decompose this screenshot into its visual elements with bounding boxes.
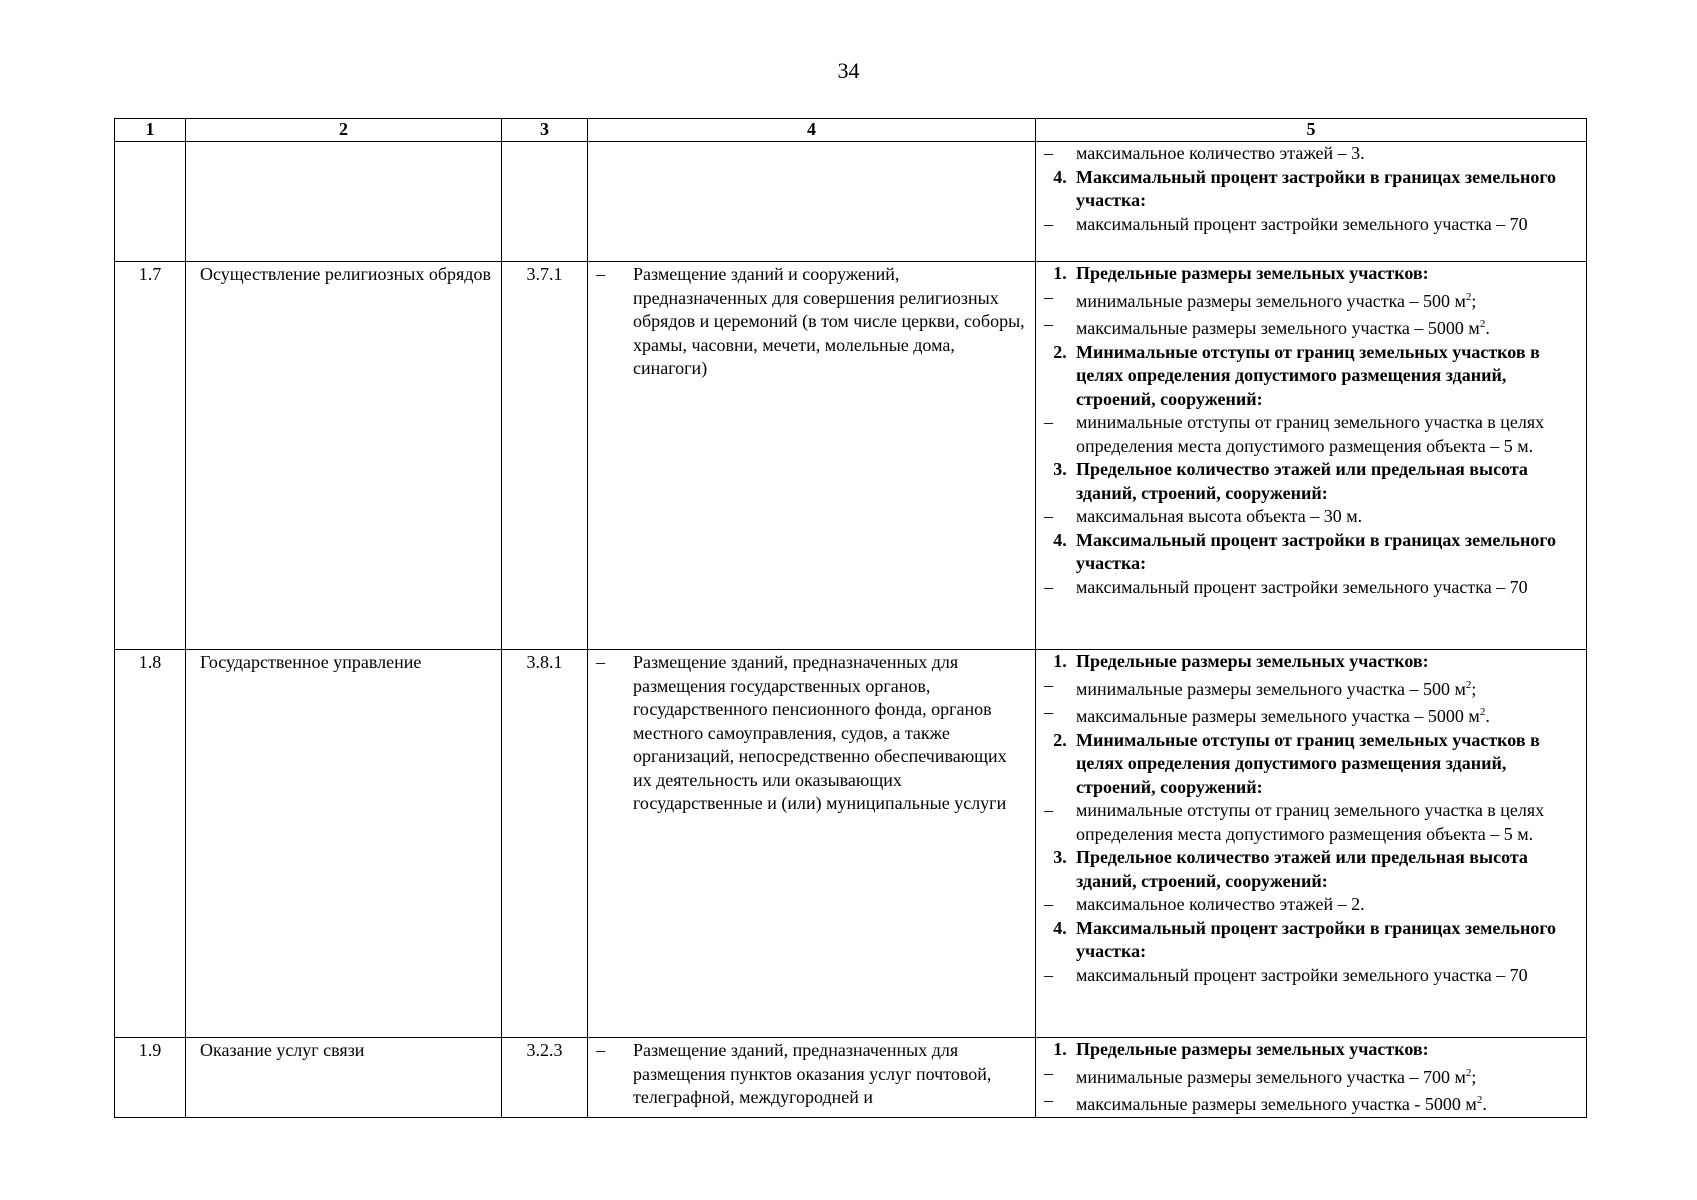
value-text: максимальные размеры земельного участка – 5000 м — [1076, 318, 1480, 338]
unit-superscript: 2 — [1476, 1094, 1483, 1106]
column-header: 4 — [588, 119, 1036, 142]
description-item — [596, 1039, 1027, 1110]
value-text: максимальный процент застройки земельного участка – 70 — [1076, 576, 1528, 597]
parameter-value — [1044, 213, 1578, 237]
value-text: максимальное количество этажей – 2. — [1076, 894, 1365, 914]
parameter-value — [1044, 576, 1578, 600]
parameter-value — [1044, 142, 1578, 166]
parameter-heading — [1044, 729, 1578, 800]
parameter-value-text — [1076, 142, 1578, 166]
value-text: максимальное количество этажей – 3. — [1076, 143, 1365, 163]
parameter-heading — [1044, 458, 1578, 505]
parameter-heading — [1044, 1038, 1578, 1062]
table-row — [115, 262, 1587, 650]
row-number: 1.7 — [115, 262, 186, 650]
parameter-heading-text: Максимальный процент застройки в границах земельного участка: — [1076, 917, 1557, 961]
value-text: минимальные размеры земельного участка – 500 м — [1076, 678, 1466, 699]
value-text: максимальные размеры земельного участка – 5000 м — [1076, 706, 1480, 726]
dash-marker: – — [1044, 143, 1053, 163]
parameter-value-text — [1076, 213, 1578, 237]
parameter-value — [1044, 674, 1578, 702]
use-description — [588, 262, 1036, 650]
parameters — [1036, 1038, 1587, 1118]
parameter-heading-text: Предельные размеры земельных участков: — [1076, 1039, 1429, 1059]
dash-marker: – — [1044, 1090, 1053, 1110]
parameter-heading — [1044, 917, 1578, 964]
parameter-value-text — [1076, 411, 1578, 458]
parameter-number: 3. — [1053, 847, 1067, 867]
use-code: 3.2.3 — [502, 1038, 588, 1118]
use-name: Государственное управление — [186, 650, 502, 1038]
table-row — [115, 142, 1587, 262]
value-text: минимальные размеры земельного участка – 700 м — [1076, 1066, 1466, 1087]
parameter-heading-text: Предельное количество этажей или предельная высота зданий, строений, сооружений: — [1076, 459, 1528, 503]
parameter-number: 3. — [1053, 459, 1067, 479]
dash-marker: – — [596, 652, 605, 672]
parameter-heading — [1044, 846, 1578, 893]
use-name: Оказание услуг связи — [186, 1038, 502, 1118]
value-text: минимальные отступы от границ земельного участка в целях определения места допустимого размещения объекта – 5 м. — [1076, 800, 1545, 844]
dash-marker: – — [1044, 1062, 1053, 1083]
value-punctuation: . — [1482, 1094, 1487, 1114]
parameter-heading — [1044, 166, 1578, 213]
dash-marker: – — [1044, 213, 1053, 234]
parameter-number: 1. — [1053, 263, 1067, 283]
dash-marker: – — [1044, 894, 1053, 914]
parameter-value-text — [1076, 1089, 1578, 1117]
use-description — [588, 650, 1036, 1038]
parameter-value — [1044, 313, 1578, 341]
parameter-number: 2. — [1053, 341, 1067, 362]
use-name: Осуществление религиозных обрядов — [186, 262, 502, 650]
parameter-heading — [1044, 341, 1578, 412]
parameter-number: 1. — [1053, 651, 1067, 671]
parameter-value — [1044, 411, 1578, 458]
unit-superscript: 2 — [1465, 1066, 1472, 1079]
value-text: максимальный процент застройки земельного участка – 70 — [1076, 213, 1528, 234]
dash-marker: – — [1044, 314, 1053, 334]
column-number-row — [115, 119, 1587, 142]
dash-marker: – — [1044, 800, 1053, 820]
parameter-heading — [1044, 262, 1578, 286]
column-header: 2 — [186, 119, 502, 142]
parameter-value — [1044, 1062, 1578, 1090]
parameter-heading-text: Минимальные отступы от границ земельных участков в целях определения допустимого размещения зданий, строений, сооружений: — [1076, 341, 1540, 409]
parameter-value — [1044, 893, 1578, 917]
unit-superscript: 2 — [1479, 706, 1486, 718]
use-name — [186, 142, 502, 262]
table-row — [115, 1038, 1587, 1118]
unit-superscript: 2 — [1479, 318, 1486, 330]
parameter-value — [1044, 799, 1578, 846]
parameter-heading-text: Предельное количество этажей или предельная высота зданий, строений, сооружений: — [1076, 847, 1528, 891]
value-punctuation: ; — [1471, 290, 1477, 311]
value-text: максимальные размеры земельного участка - 5000 м — [1076, 1094, 1477, 1114]
value-punctuation: ; — [1471, 678, 1477, 699]
parameter-value-text — [1076, 701, 1578, 729]
dash-marker: – — [1044, 286, 1053, 307]
use-code: 3.7.1 — [502, 262, 588, 650]
value-text: минимальные размеры земельного участка – 500 м — [1076, 290, 1466, 311]
value-text: максимальный процент застройки земельного участка – 70 — [1076, 964, 1528, 985]
parameter-value — [1044, 505, 1578, 529]
row-number: 1.9 — [115, 1038, 186, 1118]
parameter-value — [1044, 964, 1578, 988]
parameter-value — [1044, 286, 1578, 314]
parameter-value-text — [1076, 964, 1578, 988]
column-header: 3 — [502, 119, 588, 142]
column-header: 1 — [115, 119, 186, 142]
dash-marker: – — [596, 264, 605, 284]
parameter-heading-text: Предельные размеры земельных участков: — [1076, 263, 1429, 283]
value-text: максимальная высота объекта – 30 м. — [1076, 506, 1363, 526]
parameter-heading — [1044, 650, 1578, 674]
parameters — [1036, 142, 1587, 262]
description-text: Размещение зданий и сооружений, предназначенных для совершения религиозных обрядов и церемоний (в том числе церкви, соборы, храмы, часовни, мечети, молельные дома, синагоги) — [633, 264, 1025, 378]
description-item — [596, 263, 1027, 381]
unit-superscript: 2 — [1465, 290, 1472, 303]
value-punctuation: ; — [1471, 1066, 1477, 1087]
parameters — [1036, 650, 1587, 1038]
parameter-value-text — [1076, 313, 1578, 341]
parameter-number: 4. — [1053, 529, 1067, 550]
row-number — [115, 142, 186, 262]
parameter-number: 4. — [1053, 166, 1067, 187]
parameter-value-text — [1076, 799, 1578, 846]
parameter-heading-text: Минимальные отступы от границ земельных участков в целях определения допустимого размещения зданий, строений, сооружений: — [1076, 729, 1540, 797]
dash-marker: – — [1044, 702, 1053, 722]
description-text: Размещение зданий, предназначенных для размещения государственных органов, государственного пенсионного фонда, органов местного самоуправления, судов, а также организаций, непосредственно обеспечивающих их деятельность или оказывающих государственные и (или) муниципальные услуги — [633, 652, 1007, 813]
parameter-heading-text: Максимальный процент застройки в границах земельного участка: — [1076, 166, 1557, 210]
description-text: Размещение зданий, предназначенных для размещения пунктов оказания услуг почтовой, телеграфной, междугородней и — [633, 1040, 992, 1107]
value-punctuation: . — [1485, 706, 1490, 726]
parameter-value-text — [1076, 576, 1578, 600]
dash-marker: – — [1044, 964, 1053, 985]
value-text: минимальные отступы от границ земельного участка в целях определения места допустимого размещения объекта – 5 м. — [1076, 412, 1545, 456]
parameter-number: 1. — [1053, 1039, 1067, 1059]
use-code — [502, 142, 588, 262]
value-punctuation: . — [1485, 318, 1490, 338]
page-number: 34 — [837, 58, 860, 83]
parameter-value-text — [1076, 505, 1578, 529]
parameter-number: 4. — [1053, 917, 1067, 938]
parameter-value-text — [1076, 1062, 1578, 1090]
parameter-value-text — [1076, 674, 1578, 702]
land-use-table — [114, 118, 1587, 1118]
use-description — [588, 142, 1036, 262]
row-number: 1.8 — [115, 650, 186, 1038]
use-description — [588, 1038, 1036, 1118]
dash-marker: – — [1044, 506, 1053, 526]
parameter-value-text — [1076, 286, 1578, 314]
dash-marker: – — [1044, 576, 1053, 597]
unit-superscript: 2 — [1465, 678, 1472, 691]
parameter-number: 2. — [1053, 729, 1067, 750]
parameter-heading — [1044, 529, 1578, 576]
dash-marker: – — [1044, 412, 1053, 432]
parameter-value — [1044, 1089, 1578, 1117]
parameter-heading-text: Максимальный процент застройки в границах земельного участка: — [1076, 529, 1557, 573]
use-code: 3.8.1 — [502, 650, 588, 1038]
table-row — [115, 650, 1587, 1038]
parameter-value — [1044, 701, 1578, 729]
dash-marker: – — [596, 1040, 605, 1060]
dash-marker: – — [1044, 674, 1053, 695]
parameter-value-text — [1076, 893, 1578, 917]
description-item — [596, 651, 1027, 816]
parameter-heading-text: Предельные размеры земельных участков: — [1076, 651, 1429, 671]
parameters — [1036, 262, 1587, 650]
column-header: 5 — [1036, 119, 1587, 142]
